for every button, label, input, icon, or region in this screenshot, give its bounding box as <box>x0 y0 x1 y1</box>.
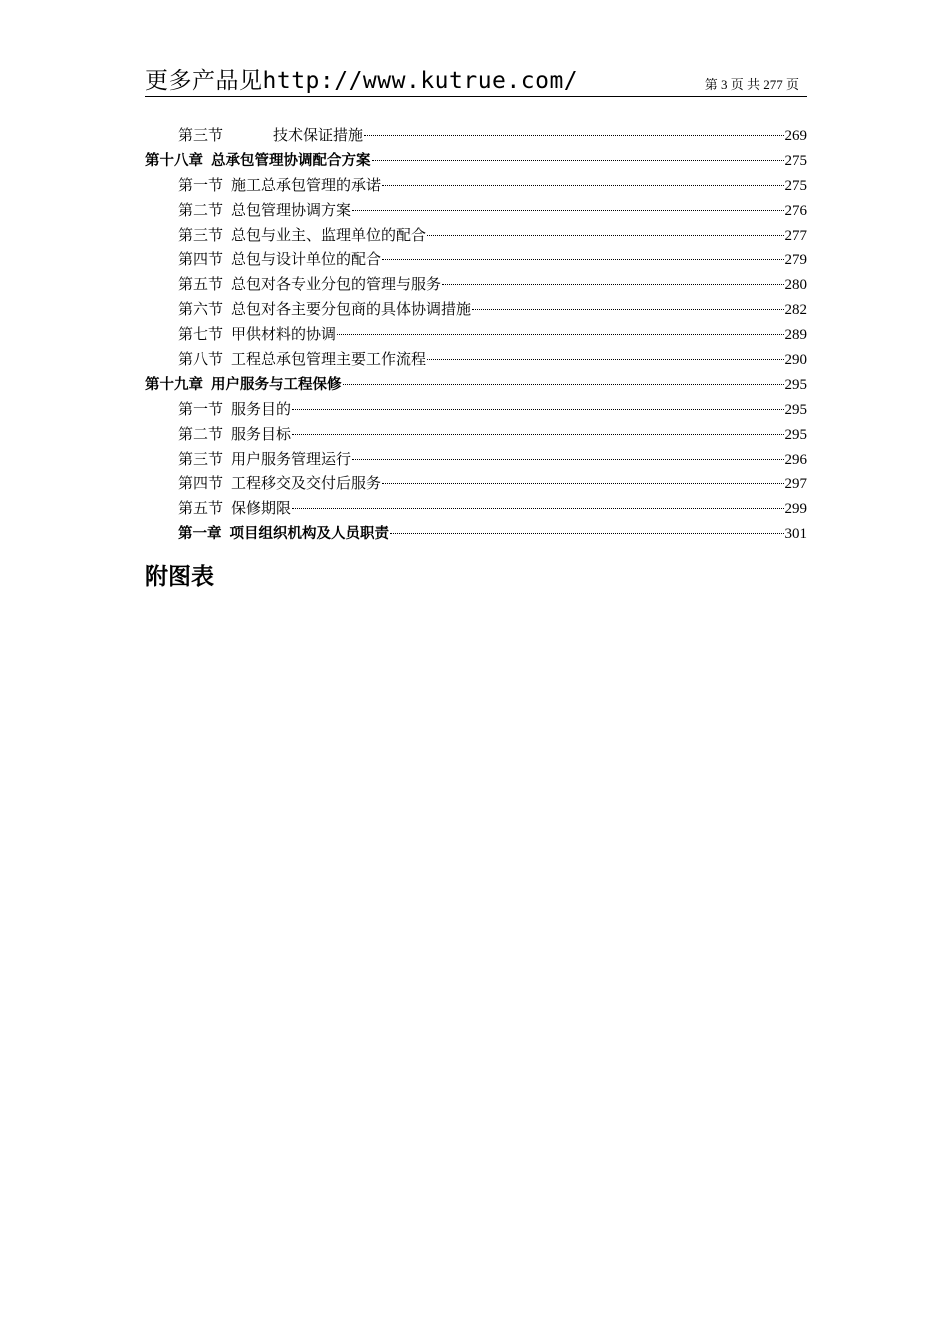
toc-entry-number: 第三节 <box>178 449 224 468</box>
toc-entry-number: 第四节 <box>178 474 224 493</box>
toc-entry-label <box>145 373 342 394</box>
toc-entry-page: 276 <box>784 202 807 219</box>
toc-entry-label <box>145 149 371 170</box>
toc-entry-number: 第三节 <box>178 225 224 244</box>
toc-entry-label <box>178 522 389 543</box>
toc-entry-page: 295 <box>784 426 807 443</box>
toc-entry-title: 服务目标 <box>231 424 292 443</box>
toc-entry-title: 总包与业主、监理单位的配合 <box>231 225 427 244</box>
toc-entry-title: 用户服务管理运行 <box>231 449 352 468</box>
toc-entry-label <box>178 298 471 319</box>
toc-chapter-entry[interactable] <box>145 149 807 174</box>
toc-section-entry[interactable] <box>145 423 807 448</box>
toc-entry-number: 第四节 <box>178 250 224 269</box>
toc-entry-title: 总包与设计单位的配合 <box>231 250 382 269</box>
toc-entry-label <box>178 497 291 518</box>
toc-entry-number: 第五节 <box>178 275 224 294</box>
toc-dot-leader <box>472 309 783 310</box>
toc-dot-leader <box>442 284 783 285</box>
toc-section-entry[interactable] <box>145 124 807 149</box>
toc-section-entry[interactable] <box>145 224 807 249</box>
toc-entry-page: 282 <box>784 302 807 319</box>
toc-entry-title: 工程移交及交付后服务 <box>231 474 382 493</box>
toc-entry-label <box>178 248 381 269</box>
toc-entry-number: 第十九章 <box>145 376 203 393</box>
toc-entry-title: 工程总承包管理主要工作流程 <box>231 350 427 369</box>
toc-entry-page: 290 <box>784 352 807 369</box>
toc-entry-label <box>178 323 336 344</box>
toc-entry-page: 301 <box>784 526 807 543</box>
toc-entry-label <box>178 423 291 444</box>
toc-section-entry[interactable] <box>145 448 807 473</box>
toc-entry-label <box>178 448 351 469</box>
toc-entry-page: 295 <box>784 376 807 393</box>
toc-entry-page: 296 <box>784 451 807 468</box>
toc-entry-label <box>178 398 291 419</box>
toc-entry-number: 第二节 <box>178 200 224 219</box>
toc-section-entry[interactable] <box>145 199 807 224</box>
toc-section-entry[interactable] <box>145 323 807 348</box>
toc-entry-title: 技术保证措施 <box>273 126 364 144</box>
toc-entry-label <box>178 273 441 294</box>
toc-section-entry[interactable] <box>145 174 807 199</box>
toc-section-entry[interactable] <box>145 472 807 497</box>
toc-dot-leader <box>352 459 783 460</box>
toc-dot-leader <box>292 409 783 410</box>
toc-entry-title: 甲供材料的协调 <box>231 325 337 344</box>
toc-entry-title: 项目组织机构及人员职责 <box>229 526 389 543</box>
toc-entry-number: 第一节 <box>178 399 224 418</box>
toc-entry-title: 保修期限 <box>231 499 292 518</box>
toc-dot-leader <box>343 384 784 385</box>
toc-entry-title: 施工总承包管理的承诺 <box>231 175 382 194</box>
toc-section-entry[interactable] <box>145 298 807 323</box>
toc-entry-page: 269 <box>784 128 807 144</box>
toc-chapter-entry[interactable] <box>145 373 807 398</box>
toc-dot-leader <box>372 160 784 161</box>
toc-entry-number: 第一章 <box>178 526 222 543</box>
table-of-contents <box>145 124 807 547</box>
toc-entry-page: 280 <box>784 277 807 294</box>
toc-dot-leader <box>364 135 783 136</box>
toc-entry-label <box>178 124 363 145</box>
toc-section-entry[interactable] <box>145 348 807 373</box>
toc-dot-leader <box>292 508 783 509</box>
toc-entry-number: 第二节 <box>178 424 224 443</box>
toc-entry-page: 275 <box>784 152 807 169</box>
toc-entry-number: 第三节 <box>178 126 224 144</box>
toc-entry-label <box>178 174 381 195</box>
toc-entry-label <box>178 348 426 369</box>
toc-entry-page: 277 <box>784 227 807 244</box>
toc-entry-label <box>178 472 381 493</box>
toc-entry-title: 总包管理协调方案 <box>231 200 352 219</box>
toc-entry-page: 289 <box>784 327 807 344</box>
toc-dot-leader <box>382 483 783 484</box>
toc-dot-leader <box>382 259 783 260</box>
toc-section-entry[interactable] <box>145 497 807 522</box>
toc-entry-page: 279 <box>784 252 807 269</box>
toc-entry-page: 275 <box>784 177 807 194</box>
toc-entry-number: 第十八章 <box>145 152 203 169</box>
toc-dot-leader <box>382 185 783 186</box>
toc-entry-number: 第八节 <box>178 350 224 369</box>
toc-section-entry[interactable] <box>145 248 807 273</box>
toc-entry-page: 295 <box>784 401 807 418</box>
toc-entry-number: 第六节 <box>178 300 224 319</box>
toc-entry-number: 第七节 <box>178 325 224 344</box>
toc-entry-number: 第一节 <box>178 175 224 194</box>
header-page-number: 第 3 页 共 277 页 <box>704 77 799 92</box>
toc-dot-leader <box>352 210 783 211</box>
toc-dot-leader <box>337 334 783 335</box>
toc-dot-leader <box>390 533 784 534</box>
toc-entry-label <box>178 224 426 245</box>
toc-entry-title: 总包对各主要分包商的具体协调措施 <box>231 300 472 319</box>
toc-chapter-entry[interactable] <box>145 522 807 547</box>
toc-entry-page: 297 <box>784 476 807 493</box>
toc-entry-number: 第五节 <box>178 499 224 518</box>
toc-dot-leader <box>427 359 783 360</box>
page-header <box>145 62 807 97</box>
toc-entry-page: 299 <box>784 501 807 518</box>
appendix-heading: 附图表 <box>145 564 214 590</box>
toc-section-entry[interactable] <box>145 273 807 298</box>
toc-entry-title: 总包对各专业分包的管理与服务 <box>231 275 442 294</box>
toc-entry-label <box>178 199 351 220</box>
toc-dot-leader <box>292 434 783 435</box>
header-website-text: 更多产品见http://www.kutrue.com/ <box>145 68 579 94</box>
toc-dot-leader <box>427 235 783 236</box>
toc-section-entry[interactable] <box>145 398 807 423</box>
toc-entry-title: 总承包管理协调配合方案 <box>211 152 371 169</box>
toc-entry-title: 服务目的 <box>231 399 292 418</box>
toc-entry-title: 用户服务与工程保修 <box>211 376 342 393</box>
